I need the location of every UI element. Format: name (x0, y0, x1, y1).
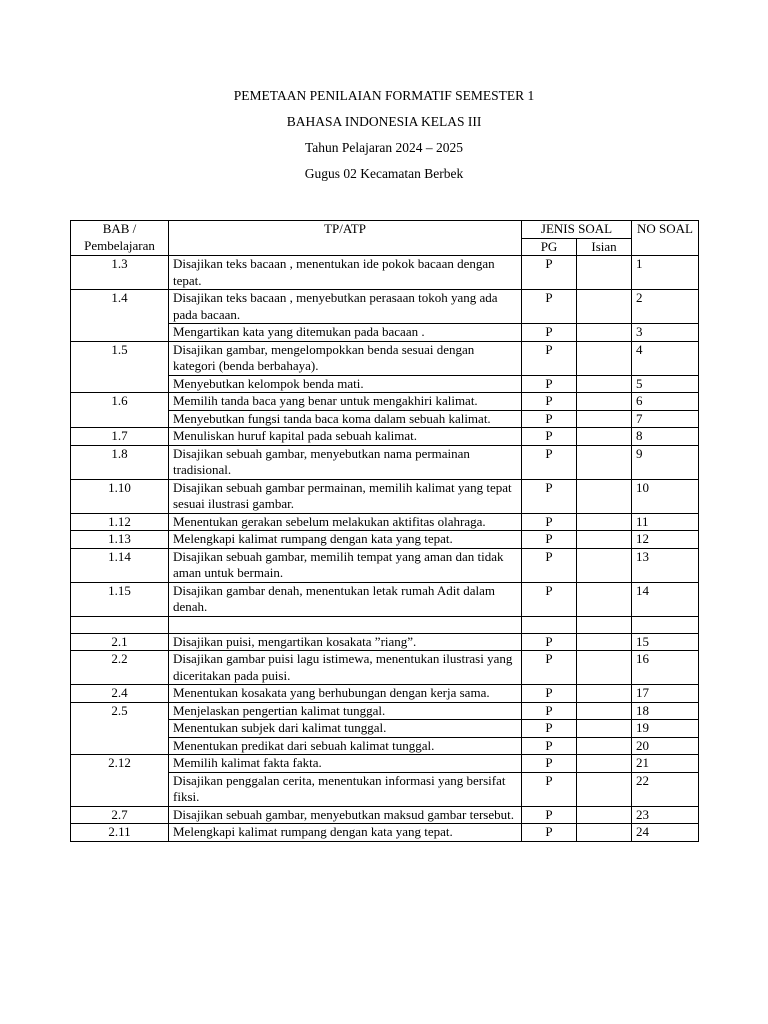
cell-isian (577, 479, 632, 513)
cell-bab: 1.14 (71, 548, 169, 582)
cell-isian (577, 375, 632, 393)
cell-pg: P (522, 513, 577, 531)
cell-no-soal: 9 (632, 445, 699, 479)
cell-pg: P (522, 375, 577, 393)
cell-pg: P (522, 755, 577, 773)
cell-bab (71, 720, 169, 738)
cell-tp-atp: Disajikan sebuah gambar, memilih tempat yang aman dan tidak aman untuk bermain. (169, 548, 522, 582)
cell-isian (577, 772, 632, 806)
cell-no-soal: 7 (632, 410, 699, 428)
cell-tp-atp: Disajikan sebuah gambar, menyebutkan nama permainan tradisional. (169, 445, 522, 479)
cell-bab: 1.6 (71, 393, 169, 411)
cell-pg: P (522, 582, 577, 616)
cell-isian (577, 702, 632, 720)
cell-bab: 2.7 (71, 806, 169, 824)
cell-pg: P (522, 702, 577, 720)
cell-tp-atp: Menentukan kosakata yang berhubungan dengan kerja sama. (169, 685, 522, 703)
cell-isian (577, 737, 632, 755)
cell-bab: 2.4 (71, 685, 169, 703)
cell-pg: P (522, 772, 577, 806)
cell-bab: 2.1 (71, 633, 169, 651)
table-row (71, 479, 699, 513)
cell-no-soal: 19 (632, 720, 699, 738)
cell-pg: P (522, 290, 577, 324)
cell-pg: P (522, 341, 577, 375)
cell-isian (577, 582, 632, 616)
cell-pg: P (522, 651, 577, 685)
title-line-4: Gugus 02 Kecamatan Berbek (304, 166, 464, 181)
cell-isian (577, 410, 632, 428)
cell-bab (71, 772, 169, 806)
cell-isian (577, 324, 632, 342)
cell-no-soal: 2 (632, 290, 699, 324)
cell-bab: 1.15 (71, 582, 169, 616)
header-tp-atp: TP/ATP (169, 221, 522, 256)
cell-tp-atp: Menentukan subjek dari kalimat tunggal. (169, 720, 522, 738)
cell-no-soal: 13 (632, 548, 699, 582)
cell-pg: P (522, 428, 577, 446)
cell-bab: 1.8 (71, 445, 169, 479)
cell-bab (71, 324, 169, 342)
cell-pg (522, 616, 577, 633)
cell-tp-atp: Disajikan gambar puisi lagu istimewa, menentukan ilustrasi yang diceritakan pada puisi. (169, 651, 522, 685)
cell-tp-atp (169, 616, 522, 633)
cell-no-soal: 3 (632, 324, 699, 342)
cell-no-soal: 1 (632, 256, 699, 290)
cell-tp-atp: Melengkapi kalimat rumpang dengan kata yang tepat. (169, 824, 522, 842)
cell-isian (577, 616, 632, 633)
table-row (71, 633, 699, 651)
header-no-soal: NO SOAL (632, 221, 699, 256)
document-header (0, 86, 768, 190)
cell-no-soal: 23 (632, 806, 699, 824)
cell-tp-atp: Menentukan gerakan sebelum melakukan aktifitas olahraga. (169, 513, 522, 531)
title-line-2: BAHASA INDONESIA KELAS III (286, 114, 482, 129)
cell-isian (577, 755, 632, 773)
cell-bab (71, 410, 169, 428)
cell-tp-atp: Disajikan sebuah gambar, menyebutkan maksud gambar tersebut. (169, 806, 522, 824)
cell-no-soal: 8 (632, 428, 699, 446)
cell-no-soal: 5 (632, 375, 699, 393)
cell-bab (71, 737, 169, 755)
cell-tp-atp: Memilih kalimat fakta fakta. (169, 755, 522, 773)
cell-isian (577, 513, 632, 531)
table-row (71, 548, 699, 582)
cell-no-soal: 11 (632, 513, 699, 531)
cell-tp-atp: Menentukan predikat dari sebuah kalimat tunggal. (169, 737, 522, 755)
cell-tp-atp: Disajikan penggalan cerita, menentukan informasi yang bersifat fiksi. (169, 772, 522, 806)
cell-bab: 1.5 (71, 341, 169, 375)
cell-no-soal: 4 (632, 341, 699, 375)
cell-no-soal: 22 (632, 772, 699, 806)
cell-tp-atp: Menyebutkan kelompok benda mati. (169, 375, 522, 393)
cell-isian (577, 256, 632, 290)
cell-bab: 1.7 (71, 428, 169, 446)
cell-tp-atp: Menyebutkan fungsi tanda baca koma dalam sebuah kalimat. (169, 410, 522, 428)
table-row (71, 806, 699, 824)
cell-pg: P (522, 531, 577, 549)
cell-tp-atp: Disajikan puisi, mengartikan kosakata ”riang”. (169, 633, 522, 651)
cell-tp-atp: Disajikan gambar denah, menentukan letak rumah Adit dalam denah. (169, 582, 522, 616)
table-row (71, 651, 699, 685)
cell-pg: P (522, 633, 577, 651)
cell-tp-atp: Melengkapi kalimat rumpang dengan kata yang tepat. (169, 531, 522, 549)
cell-pg: P (522, 256, 577, 290)
cell-pg: P (522, 720, 577, 738)
table-row (71, 445, 699, 479)
cell-pg: P (522, 324, 577, 342)
cell-pg: P (522, 479, 577, 513)
cell-no-soal: 17 (632, 685, 699, 703)
table-row (71, 531, 699, 549)
cell-pg: P (522, 445, 577, 479)
cell-tp-atp: Menuliskan huruf kapital pada sebuah kalimat. (169, 428, 522, 446)
title-line-1: PEMETAAN PENILAIAN FORMATIF SEMESTER 1 (233, 88, 535, 103)
table-row (71, 410, 699, 428)
table-row (71, 290, 699, 324)
table-row (71, 375, 699, 393)
cell-isian (577, 341, 632, 375)
cell-no-soal: 24 (632, 824, 699, 842)
table-row (71, 341, 699, 375)
table-header-row (71, 221, 699, 239)
cell-no-soal: 16 (632, 651, 699, 685)
cell-bab: 2.2 (71, 651, 169, 685)
table-row (71, 755, 699, 773)
table-row (71, 393, 699, 411)
title-line-3: Tahun Pelajaran 2024 – 2025 (304, 140, 464, 155)
cell-isian (577, 531, 632, 549)
header-isian: Isian (577, 238, 632, 256)
cell-tp-atp: Mengartikan kata yang ditemukan pada bacaan . (169, 324, 522, 342)
cell-no-soal: 20 (632, 737, 699, 755)
cell-no-soal: 10 (632, 479, 699, 513)
cell-no-soal: 21 (632, 755, 699, 773)
cell-tp-atp: Disajikan teks bacaan , menentukan ide pokok bacaan dengan tepat. (169, 256, 522, 290)
cell-no-soal: 6 (632, 393, 699, 411)
table-row (71, 513, 699, 531)
cell-pg: P (522, 824, 577, 842)
cell-bab (71, 375, 169, 393)
cell-isian (577, 393, 632, 411)
cell-pg: P (522, 410, 577, 428)
cell-no-soal: 15 (632, 633, 699, 651)
header-pg: PG (522, 238, 577, 256)
table-row (71, 324, 699, 342)
cell-no-soal: 18 (632, 702, 699, 720)
table-row (71, 720, 699, 738)
table-row (71, 616, 699, 633)
table-row (71, 582, 699, 616)
cell-no-soal (632, 616, 699, 633)
table-row (71, 702, 699, 720)
cell-bab: 1.3 (71, 256, 169, 290)
cell-no-soal: 14 (632, 582, 699, 616)
cell-bab (71, 616, 169, 633)
table-row (71, 428, 699, 446)
cell-tp-atp: Disajikan gambar, mengelompokkan benda sesuai dengan kategori (benda berbahaya). (169, 341, 522, 375)
cell-isian (577, 720, 632, 738)
cell-isian (577, 428, 632, 446)
cell-bab: 2.5 (71, 702, 169, 720)
cell-isian (577, 651, 632, 685)
cell-no-soal: 12 (632, 531, 699, 549)
cell-isian (577, 290, 632, 324)
cell-tp-atp: Disajikan sebuah gambar permainan, memilih kalimat yang tepat sesuai ilustrasi gambar. (169, 479, 522, 513)
cell-isian (577, 806, 632, 824)
cell-isian (577, 633, 632, 651)
table-row (71, 685, 699, 703)
cell-bab: 1.10 (71, 479, 169, 513)
cell-isian (577, 445, 632, 479)
table-body (71, 256, 699, 842)
cell-tp-atp: Memilih tanda baca yang benar untuk mengakhiri kalimat. (169, 393, 522, 411)
cell-isian (577, 824, 632, 842)
table-row (71, 737, 699, 755)
cell-bab: 1.12 (71, 513, 169, 531)
header-bab: BAB / Pembelajaran (71, 221, 169, 256)
cell-pg: P (522, 685, 577, 703)
cell-tp-atp: Disajikan teks bacaan , menyebutkan perasaan tokoh yang ada pada bacaan. (169, 290, 522, 324)
cell-pg: P (522, 737, 577, 755)
cell-isian (577, 548, 632, 582)
cell-pg: P (522, 393, 577, 411)
cell-pg: P (522, 806, 577, 824)
cell-pg: P (522, 548, 577, 582)
cell-bab: 2.12 (71, 755, 169, 773)
cell-bab: 2.11 (71, 824, 169, 842)
table-row (71, 256, 699, 290)
cell-bab: 1.13 (71, 531, 169, 549)
header-jenis-soal: JENIS SOAL (522, 221, 632, 239)
assessment-mapping-table (70, 220, 699, 842)
table-row (71, 772, 699, 806)
cell-tp-atp: Menjelaskan pengertian kalimat tunggal. (169, 702, 522, 720)
table-row (71, 824, 699, 842)
cell-bab: 1.4 (71, 290, 169, 324)
cell-isian (577, 685, 632, 703)
